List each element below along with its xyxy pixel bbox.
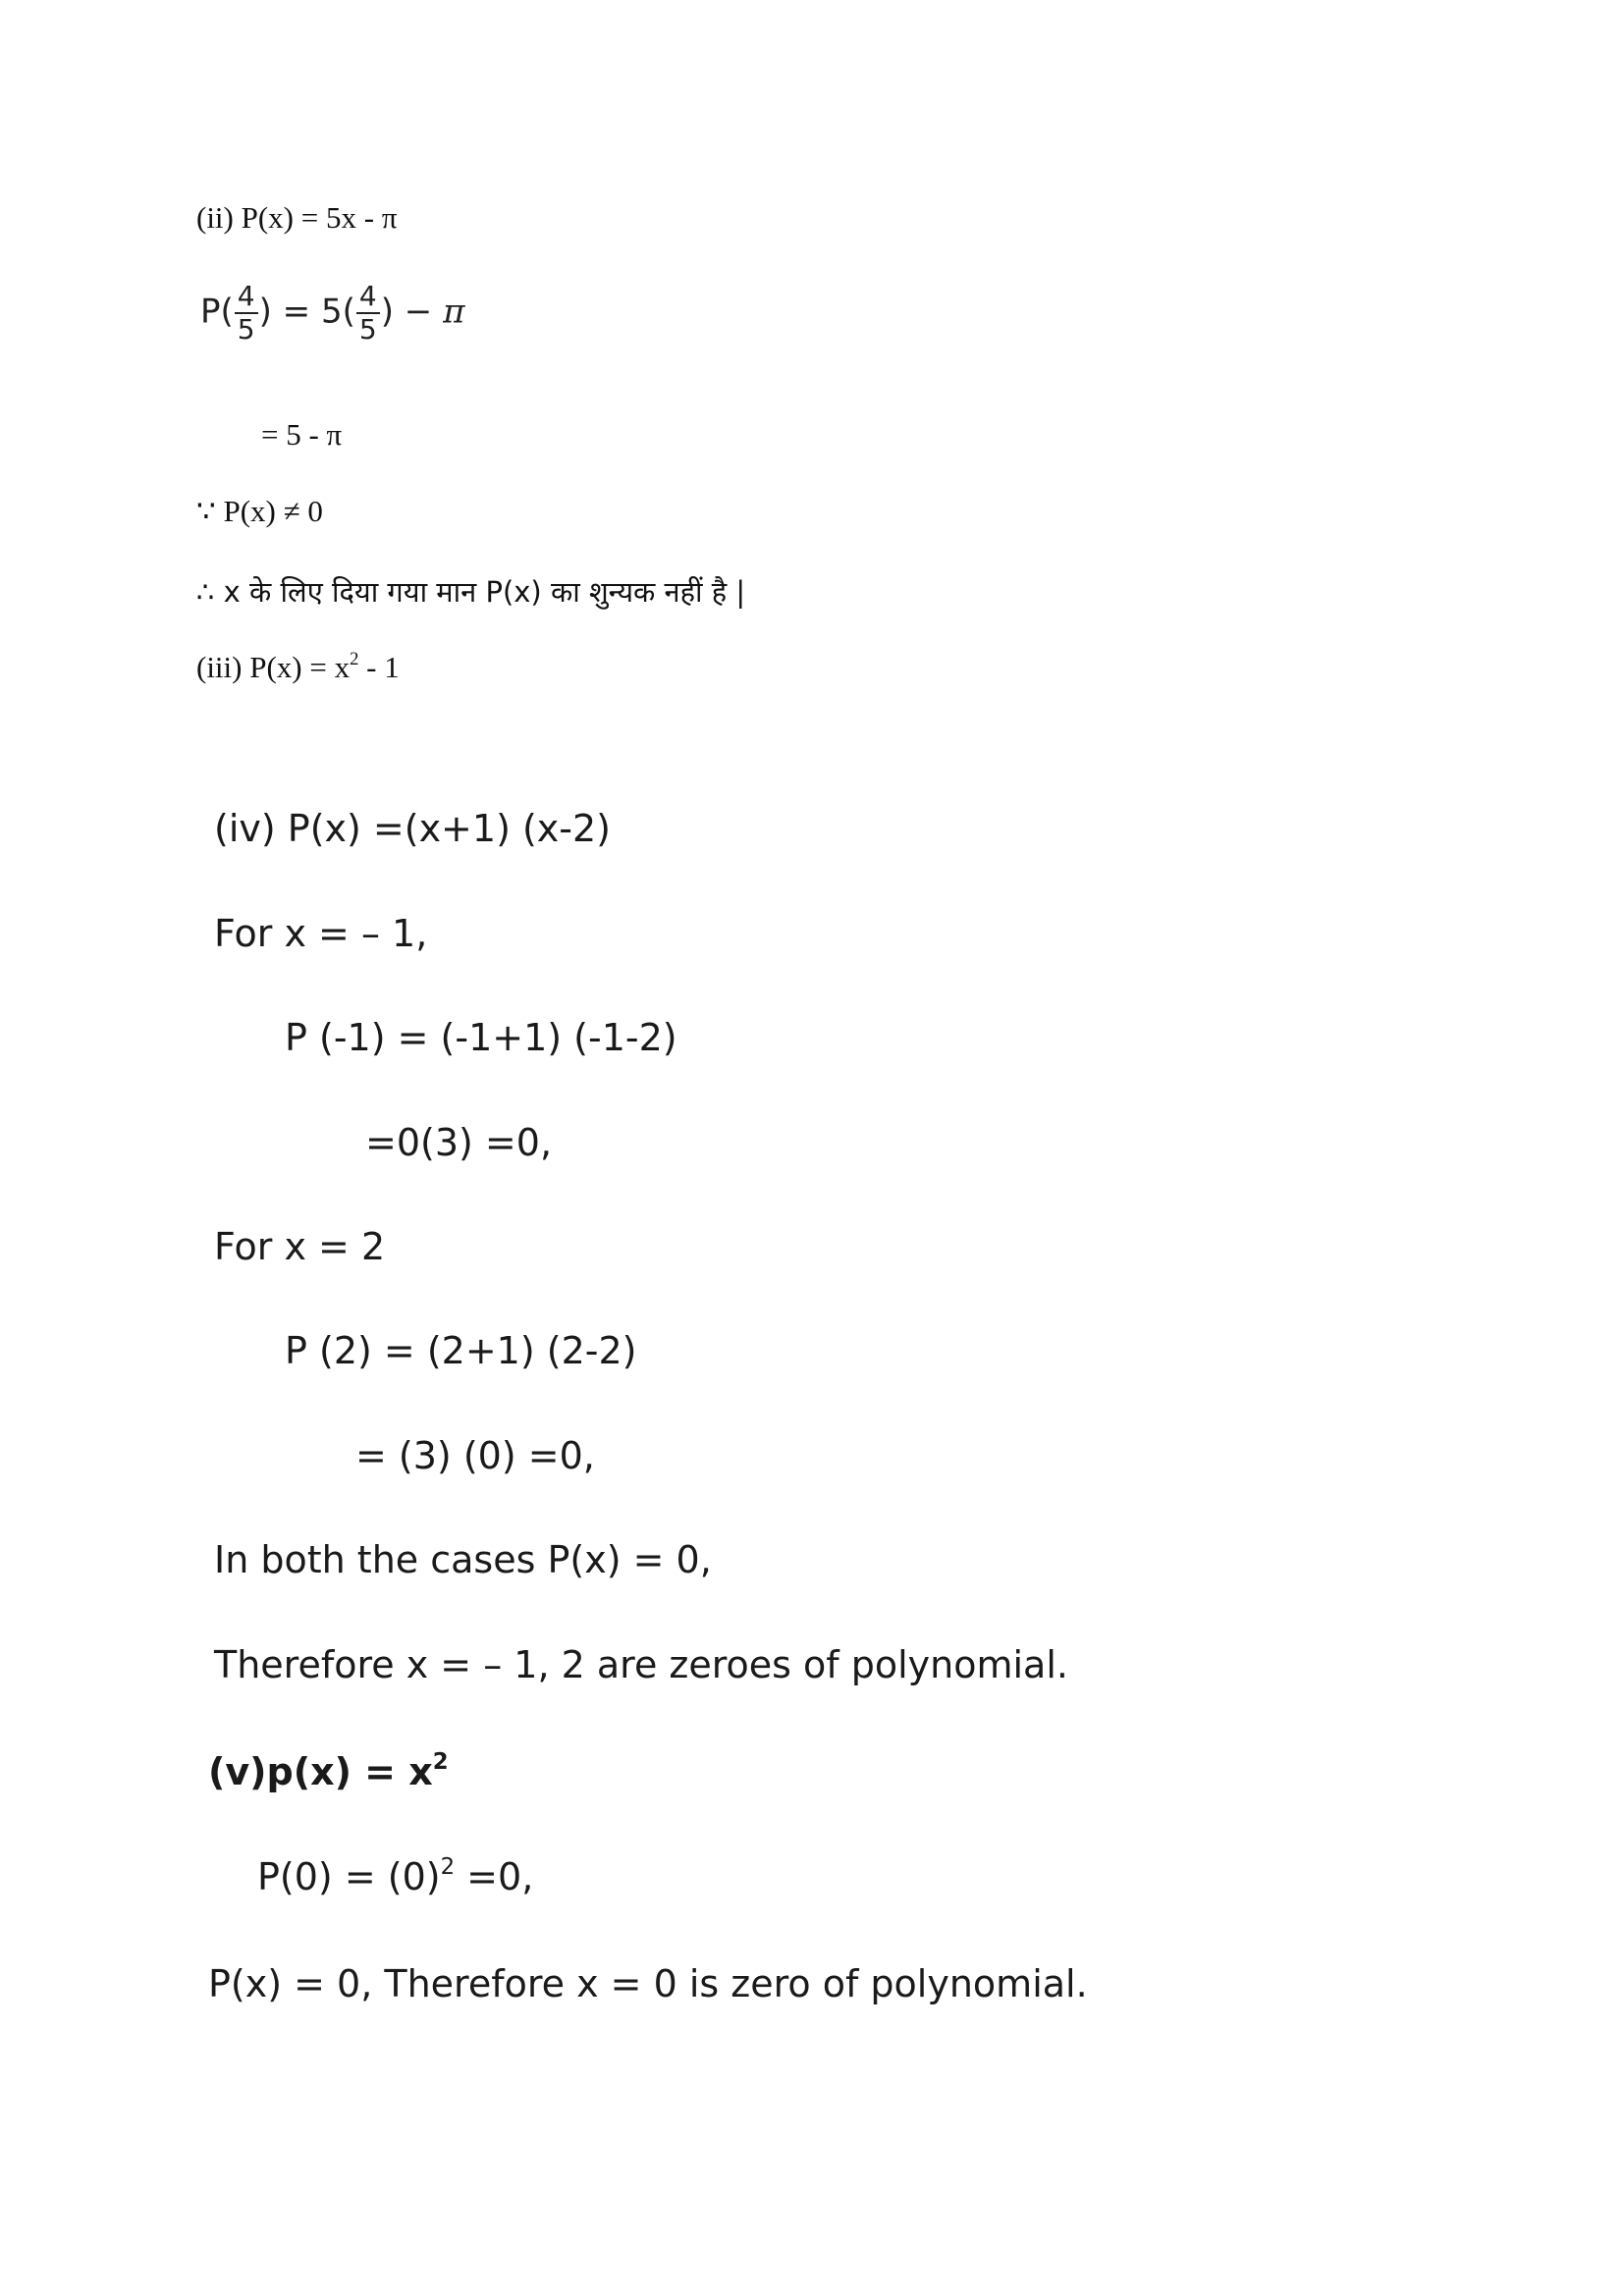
part-ii-fraction-equation: [200, 280, 465, 346]
part-iii-heading: [196, 650, 400, 685]
fraction-denominator: 5: [358, 313, 377, 346]
part-v-step-exponent: 2: [440, 1854, 456, 1881]
part-iii-heading-suffix: - 1: [358, 650, 400, 684]
part-iv-case1-label: For x = – 1,: [214, 912, 428, 955]
fraction-four-fifths-lhs: [235, 280, 258, 346]
part-iv-both-cases: In both the cases P(x) = 0,: [214, 1538, 712, 1581]
part-v-step: [257, 1855, 533, 1898]
part-iii-exponent: 2: [350, 648, 359, 669]
part-ii-heading: (ii) P(x) = 5x - π: [196, 200, 398, 235]
part-iv-case2-label: For x = 2: [214, 1225, 386, 1268]
part-v-heading-prefix: (v)p(x) = x: [208, 1750, 433, 1793]
frac-lhs-prefix: P(: [200, 292, 234, 332]
part-ii-conclusion: ∴ x के लिए दिया गया मान P(x) का शुन्यक नहीं है |: [196, 575, 746, 609]
pi-symbol: π: [443, 292, 465, 332]
part-iv-case1-step2: =0(3) =0,: [365, 1121, 553, 1164]
part-v-step-suffix: =0,: [455, 1855, 534, 1898]
fraction-denominator: 5: [237, 313, 255, 346]
frac-rhs-suffix: ) −: [380, 292, 444, 332]
part-ii-since-line: ∵ P(x) ≠ 0: [196, 494, 323, 528]
part-v-step-prefix: P(0) = (0): [257, 1855, 441, 1898]
part-iv-case2-step2: = (3) (0) =0,: [355, 1434, 595, 1477]
fraction-numerator: 4: [235, 283, 258, 314]
part-v-exponent: 2: [432, 1749, 449, 1776]
fraction-four-fifths-rhs: [356, 280, 380, 346]
part-iv-conclusion: Therefore x = – 1, 2 are zeroes of polynomial.: [214, 1643, 1068, 1686]
fraction-numerator: 4: [356, 283, 380, 314]
part-iv-case1-step1: P (-1) = (-1+1) (-1-2): [285, 1016, 677, 1059]
part-iv-heading: (iv) P(x) =(x+1) (x-2): [214, 807, 612, 850]
frac-lhs-suffix: ) = 5(: [258, 292, 355, 332]
part-iv-case2-step1: P (2) = (2+1) (2-2): [285, 1329, 637, 1372]
part-iii-heading-prefix: (iii) P(x) = x: [196, 650, 351, 684]
part-v-conclusion: P(x) = 0, Therefore x = 0 is zero of polynomial.: [208, 1962, 1088, 2005]
part-v-heading: [208, 1750, 449, 1793]
part-ii-step-result: = 5 - π: [261, 417, 343, 452]
